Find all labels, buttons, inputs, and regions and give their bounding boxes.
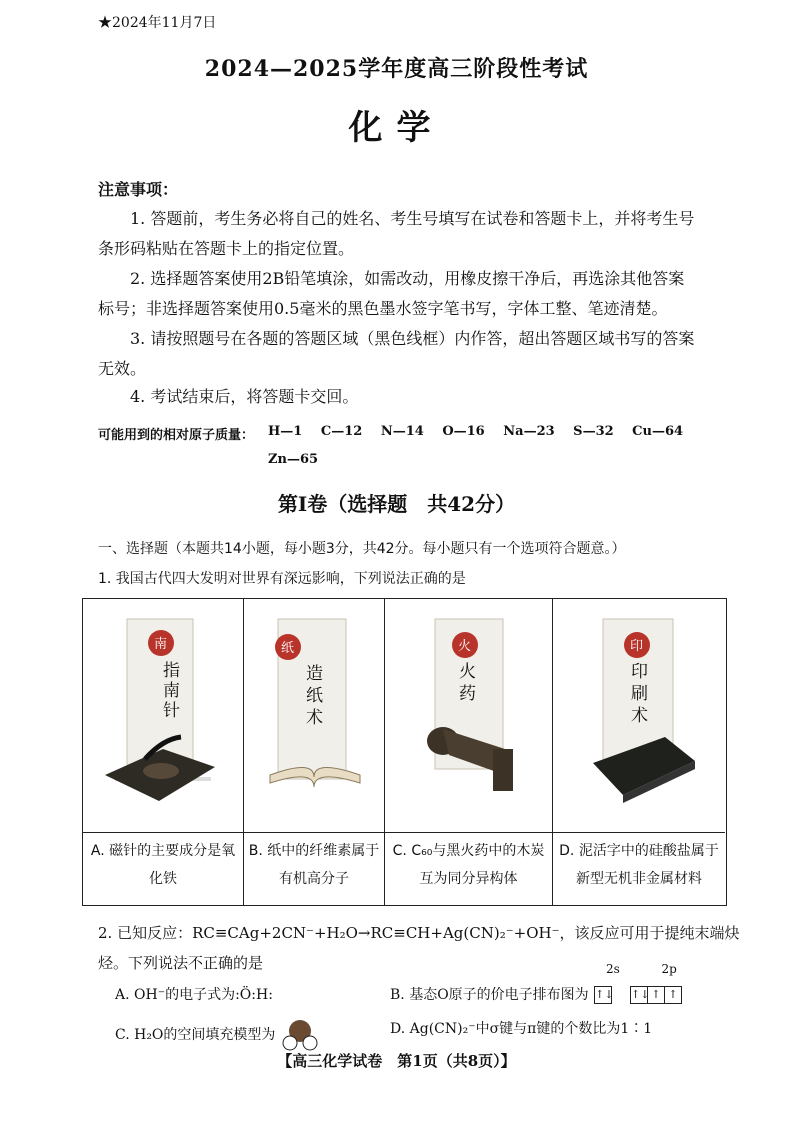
cannon-illustration	[385, 599, 552, 833]
movable-type-illustration	[553, 599, 725, 833]
atomic-mass-row-1: H—1 C—12 N—14 O—16 Na—23 S—32 Cu—64	[268, 424, 684, 439]
question-2-stem-line-1: 2. 已知反应：RC≡CAg+2CN⁻+H₂O→RC≡CH+Ag(CN)₂⁻+OH⁻，该反应可用于提纯末端炔	[98, 924, 740, 942]
panel-a-title: 指南针	[163, 661, 180, 721]
option-a-caption: A. 磁针的主要成分是氧化铁	[90, 843, 236, 887]
notice-item-1: 1. 答题前，考生务必将自己的姓名、考生号填写在试卷和答题卡上，并将考生号条形码粘贴在答题卡上的指定位置。	[98, 209, 695, 258]
notice-item-4: 4. 考试结束后，将答题卡交回。	[130, 387, 359, 406]
option-d: D. Ag(CN)₂⁻中σ键与π键的个数比为1∶1	[390, 1021, 653, 1037]
orbital-diagram	[595, 987, 682, 1003]
panel-c-title: 火药	[459, 662, 476, 704]
panel-b	[243, 599, 384, 905]
panel-c	[384, 599, 552, 905]
option-a: A. OH⁻的电子式为:Ö:H:	[115, 987, 273, 1003]
water-model-icon	[280, 1018, 320, 1052]
option-b	[390, 984, 682, 1004]
atomic-mass-label: 可能用到的相对原子质量：	[98, 428, 255, 443]
notice-heading: 注意事项：	[98, 180, 179, 199]
panel-d-title: 印刷术	[631, 662, 648, 726]
option-b-caption: B. 纸中的纤维素属于有机高分子	[248, 843, 380, 887]
atomic-mass-row-2: Zn—65	[268, 452, 319, 467]
panel-b-badge: 纸	[281, 641, 295, 656]
panel-a	[83, 599, 243, 905]
option-c-caption: C. C₆₀与黑火药中的木炭互为同分异构体	[392, 843, 545, 887]
panel-b-title: 造纸术	[306, 664, 323, 728]
exam-title: 2024—2025学年度高三阶段性考试	[204, 56, 589, 82]
subject-title: 化学	[348, 108, 445, 148]
notice-item-2: 2. 选择题答案使用2B铅笔填涂，如需改动，用橡皮擦干净后，再选涂其他答案标号；非选择题答案使用0.5毫米的黑色墨水签字笔书写，字体工整、笔迹清楚。	[98, 269, 685, 318]
part-title: 第Ⅰ卷（选择题 共42分）	[277, 492, 516, 516]
panel-d	[552, 599, 725, 905]
exam-date: ★2024年11月7日	[98, 15, 217, 31]
panel-a-badge: 南	[154, 637, 168, 652]
orbital-2p-label: 2p	[661, 962, 677, 976]
orbital-box-2s: ↑↓	[594, 986, 612, 1004]
page-footer: 【高三化学试卷 第1页（共8页）】	[277, 1052, 516, 1070]
section-heading: 一、选择题（本题共14小题，每小题3分，共42分。每小题只有一个选项符合题意。）	[98, 541, 626, 557]
question-2-stem-line-2: 烃。下列说法不正确的是	[98, 954, 264, 972]
compass-illustration	[83, 599, 243, 833]
paper-book-illustration	[244, 599, 384, 833]
option-c	[115, 1018, 320, 1052]
orbital-box-2p-3: ↑	[664, 986, 682, 1004]
option-c-text: C. H₂O的空间填充模型为	[115, 1027, 276, 1043]
orbital-labels	[606, 962, 677, 976]
question-1-figure-table	[82, 598, 727, 906]
question-1-stem: 1. 我国古代四大发明对世界有深远影响，下列说法正确的是	[98, 571, 466, 587]
option-d-caption: D. 泥活字中的硅酸盐属于新型无机非金属材料	[559, 843, 719, 887]
panel-d-badge: 印	[630, 639, 644, 654]
orbital-box-2p-1: ↑↓	[630, 986, 648, 1004]
option-b-text: B. 基态O原子的价电子排布图为	[390, 987, 589, 1003]
panel-c-badge: 火	[458, 639, 472, 654]
notice-item-3: 3. 请按照题号在各题的答题区域（黑色线框）内作答，超出答题区域书写的答案无效。	[98, 329, 695, 378]
orbital-2s-label: 2s	[606, 962, 620, 976]
orbital-box-2p-2: ↑	[647, 986, 665, 1004]
